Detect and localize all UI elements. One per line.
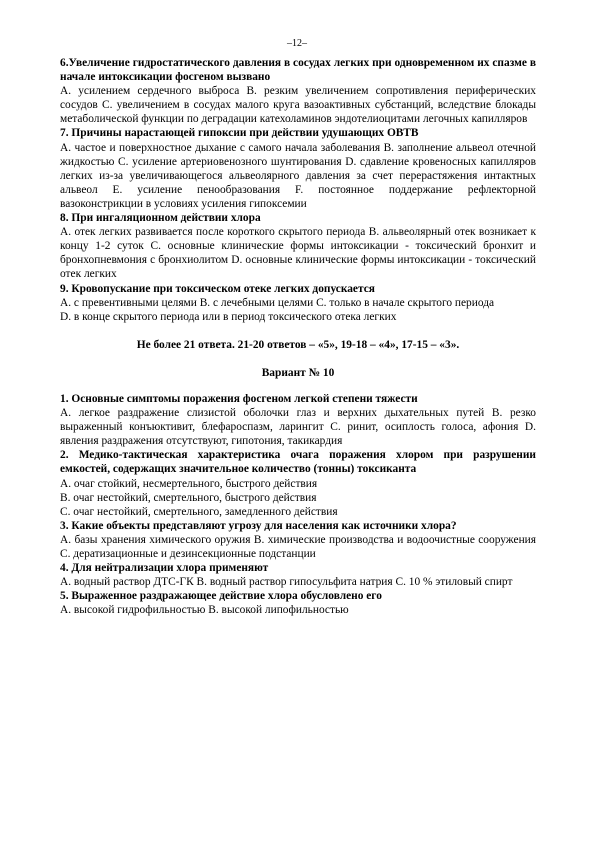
question-answer-line: D. в конце скрытого периода или в период токсического отека легких (60, 310, 397, 323)
page-content (60, 56, 536, 617)
question-9 (60, 282, 536, 324)
variant-question-4 (60, 561, 536, 589)
question-title: 4. Для нейтрализации хлора применяют (60, 562, 269, 575)
question-title: 5. Выраженное раздражающее действие хлора обусловлено его (60, 590, 382, 603)
page-number: –12– (287, 38, 307, 49)
question-answers: A. с превентивными целями B. с лечебными целями C. только в начале скрытого периода (60, 296, 495, 309)
question-answer-line: C. очаг нестойкий, смертельного, замедленного действия (60, 505, 338, 518)
question-answers: A. высокой гидрофильностью B. высокой липофильностью (60, 604, 349, 617)
question-8 (60, 211, 536, 281)
variant-question-1 (60, 392, 536, 448)
question-answers: A. легкое раздражение слизистой оболочки глаз и верхних дыхательных путей B. резко выраженный конъюктивит, блефароспазм, ларингит C. ринит, осиплость голоса, афония D. явления раздражения отсутствуют, гипотония, такикардия (60, 407, 536, 448)
variant-question-2 (60, 448, 536, 518)
question-title: 2. Медико-тактическая характеристика очага поражения хлором при разрушении емкостей, содержащих значительное количество (тонны) токсиканта (60, 449, 536, 476)
variant-title: Вариант № 10 (261, 366, 335, 379)
question-answer-line: B. очаг нестойкий, смертельного, быстрого действия (60, 491, 317, 504)
question-answer-line: A. очаг стойкий, несмертельного, быстрого действия (60, 477, 318, 490)
question-title: 6.Увеличение гидростатического давления в сосудах легких при одновременном их спазме в начале интоксикации фосгеном вызвано (60, 57, 536, 84)
question-answers: A. водный раствор ДТС-ГК B. водный раствор гипосульфита натрия C. 10 % этиловый спирт (60, 576, 513, 589)
question-answers: A. частое и поверхностное дыхание с самого начала заболевания B. заполнение альвеол отечной жидкостью C. усиление артериовенозного шунтирования D. сдавление кровеносных капилляров легких из-за увеличивающегося альвеолярного давления за счет перерастяжения интактных альвеол E. усиление пенообразования F. постоянное поддержание рефлекторной вазоконстрикции в условиях усиления гипоксемии (60, 141, 536, 210)
question-title: 1. Основные симптомы поражения фосгеном легкой степени тяжести (60, 392, 418, 405)
question-7 (60, 126, 536, 211)
question-6 (60, 56, 536, 126)
variant-question-3 (60, 519, 536, 561)
question-answers: A. базы хранения химического оружия B. химические производства и водоочистные сооружения C. дератизационные и дезинсекционные подстанции (60, 533, 536, 560)
question-title: 8. При ингаляционном действии хлора (60, 212, 261, 225)
question-title: 7. Причины нарастающей гипоксии при действии удушающих ОВТВ (60, 127, 419, 140)
variant-question-5 (60, 589, 536, 617)
grading-criteria: Не более 21 ответа. 21-20 ответов – «5», 19-18 – «4», 17-15 – «3». (136, 338, 460, 351)
question-answers: A. усилением сердечного выброса B. резким увеличением сопротивления периферических сосудов C. увеличением в сосудах малого круга вазоактивных субстанций, вследствие блокады метаболической функции по деградации катехоламинов эндотелиоцитами легочных капилляров (60, 85, 536, 126)
question-title: 9. Кровопускание при токсическом отеке легких допускается (60, 282, 375, 295)
question-answers: A. отек легких развивается после короткого скрытого периода B. альвеолярный отек возникает к концу 1-2 суток C. основные клинические формы интоксикации - токсический бронхит и бронхопневмония с бронхиолитом D. основные клинические формы интоксикации - токсический отек легких (60, 226, 536, 281)
question-title: 3. Какие объекты представляют угрозу для населения как источники хлора? (60, 519, 457, 532)
